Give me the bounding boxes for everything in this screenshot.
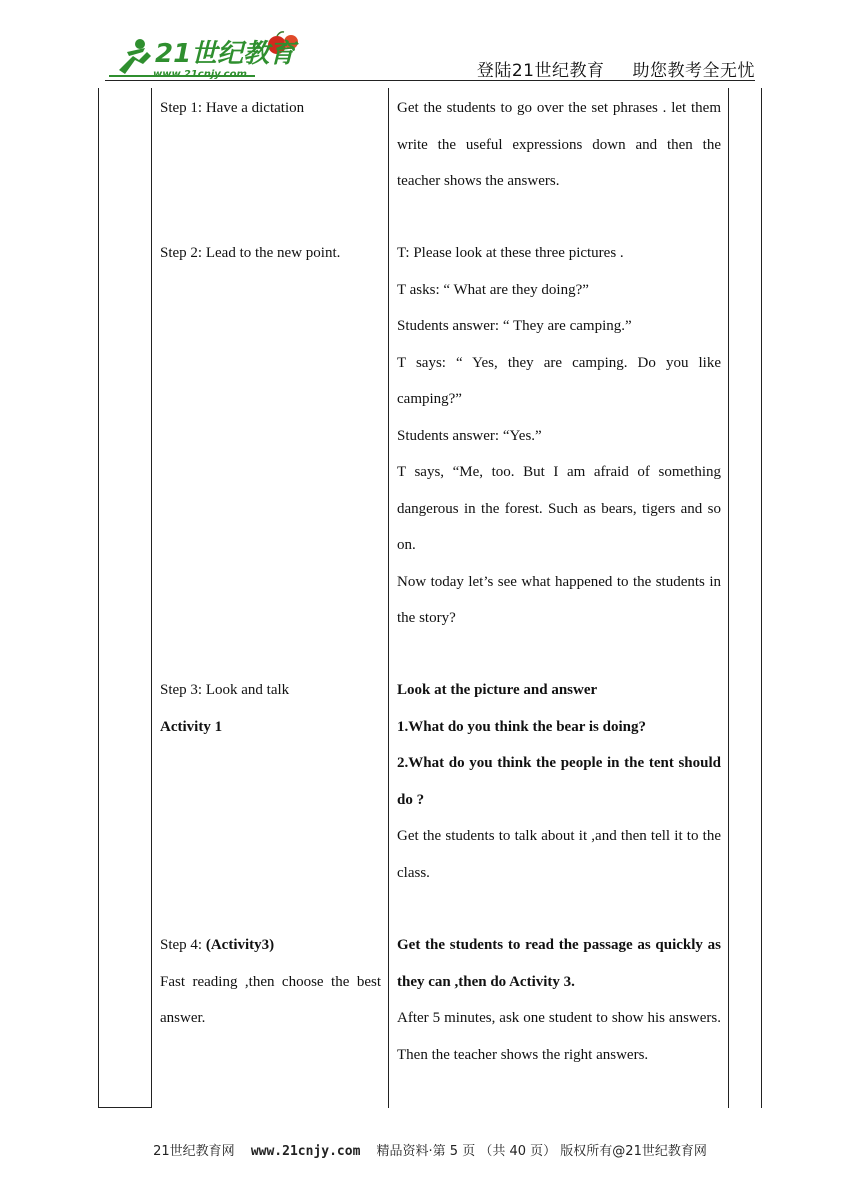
svg-text:www.21cnjy.com: www.21cnjy.com xyxy=(153,69,247,80)
step-4-subtitle: Fast reading ,then choose the best answer. xyxy=(160,973,381,1026)
footer-copyright: 版权所有@21世纪教育网 xyxy=(560,1144,707,1159)
step-4-title xyxy=(160,927,381,964)
activity-4-heading: Get the students to read the passage as quickly as they can ,then do Activity 3. xyxy=(397,937,721,990)
step-4-prefix: Step 4: xyxy=(160,937,206,953)
slogan-login: 登陆21世纪教育 xyxy=(476,61,605,81)
activity-3-heading: Look at the picture and answer xyxy=(397,682,598,698)
activity-2-cell xyxy=(397,235,721,637)
step-4-activity-label: (Activity3) xyxy=(205,937,275,953)
activity-2-line: Now today let’s see what happened to the students in the story? xyxy=(397,573,721,626)
activity-2-line: Students answer: “Yes.” xyxy=(397,427,542,444)
step-4-cell xyxy=(160,927,381,1037)
activity-3-question: 1.What do you think the bear is doing? xyxy=(397,718,646,735)
activity-4-text: After 5 minutes, ask one student to show his answers. Then the teacher shows the right answers. xyxy=(397,1010,721,1063)
footer-url: www.21cnjy.com xyxy=(250,1144,361,1159)
svg-text:21世纪教育: 21世纪教育 xyxy=(155,39,296,69)
table-border-left xyxy=(98,88,99,1108)
step-3-cell xyxy=(160,672,381,745)
step-3-subtitle: Activity 1 xyxy=(160,718,223,735)
footer-page-info: 精品资料·第 5 页 （共 40 页） xyxy=(376,1144,557,1159)
table-border-col2 xyxy=(388,88,389,1108)
activity-2-line: T asks: “ What are they doing?” xyxy=(397,281,589,298)
slogan-help: 助您教考全无忧 xyxy=(632,61,755,81)
activity-3-question: 2.What do you think the people in the tent should do ? xyxy=(397,755,721,808)
step-1-cell xyxy=(160,90,381,127)
header-slogan xyxy=(449,56,755,81)
step-2-title: Step 2: Lead to the new point. xyxy=(160,245,341,261)
activity-4-cell xyxy=(397,927,721,1073)
activity-1-cell xyxy=(397,90,721,200)
step-3-title: Step 3: Look and talk xyxy=(160,682,290,698)
table-border-col3 xyxy=(728,88,729,1108)
activity-2-line: Students answer: “ They are camping.” xyxy=(397,318,632,334)
step-1-title: Step 1: Have a dictation xyxy=(160,100,305,116)
footer-site: 21世纪教育网 xyxy=(153,1144,235,1159)
activity-1-text: Get the students to go over the set phrases . let them write the useful expressions down and then the teacher shows the answers. xyxy=(397,100,721,189)
table-border-bottom xyxy=(98,1107,151,1108)
activity-2-line: T says, “Me, too. But I am afraid of something dangerous in the forest. Such as bears, tigers and so on. xyxy=(397,464,721,553)
table-border-col1 xyxy=(151,88,152,1108)
activity-2-line: T says: “ Yes, they are camping. Do you like camping?” xyxy=(397,354,721,407)
page-footer xyxy=(0,1140,860,1159)
page-header xyxy=(105,30,755,82)
table-border-right xyxy=(761,88,762,1108)
activity-3-text: Get the students to talk about it ,and then tell it to the class. xyxy=(397,828,721,881)
step-2-cell xyxy=(160,235,381,272)
activity-3-cell xyxy=(397,672,721,891)
activity-2-line: T: Please look at these three pictures . xyxy=(397,245,624,261)
header-divider xyxy=(105,80,755,81)
21cnjy-logo xyxy=(105,30,305,82)
lesson-table xyxy=(98,88,762,1108)
